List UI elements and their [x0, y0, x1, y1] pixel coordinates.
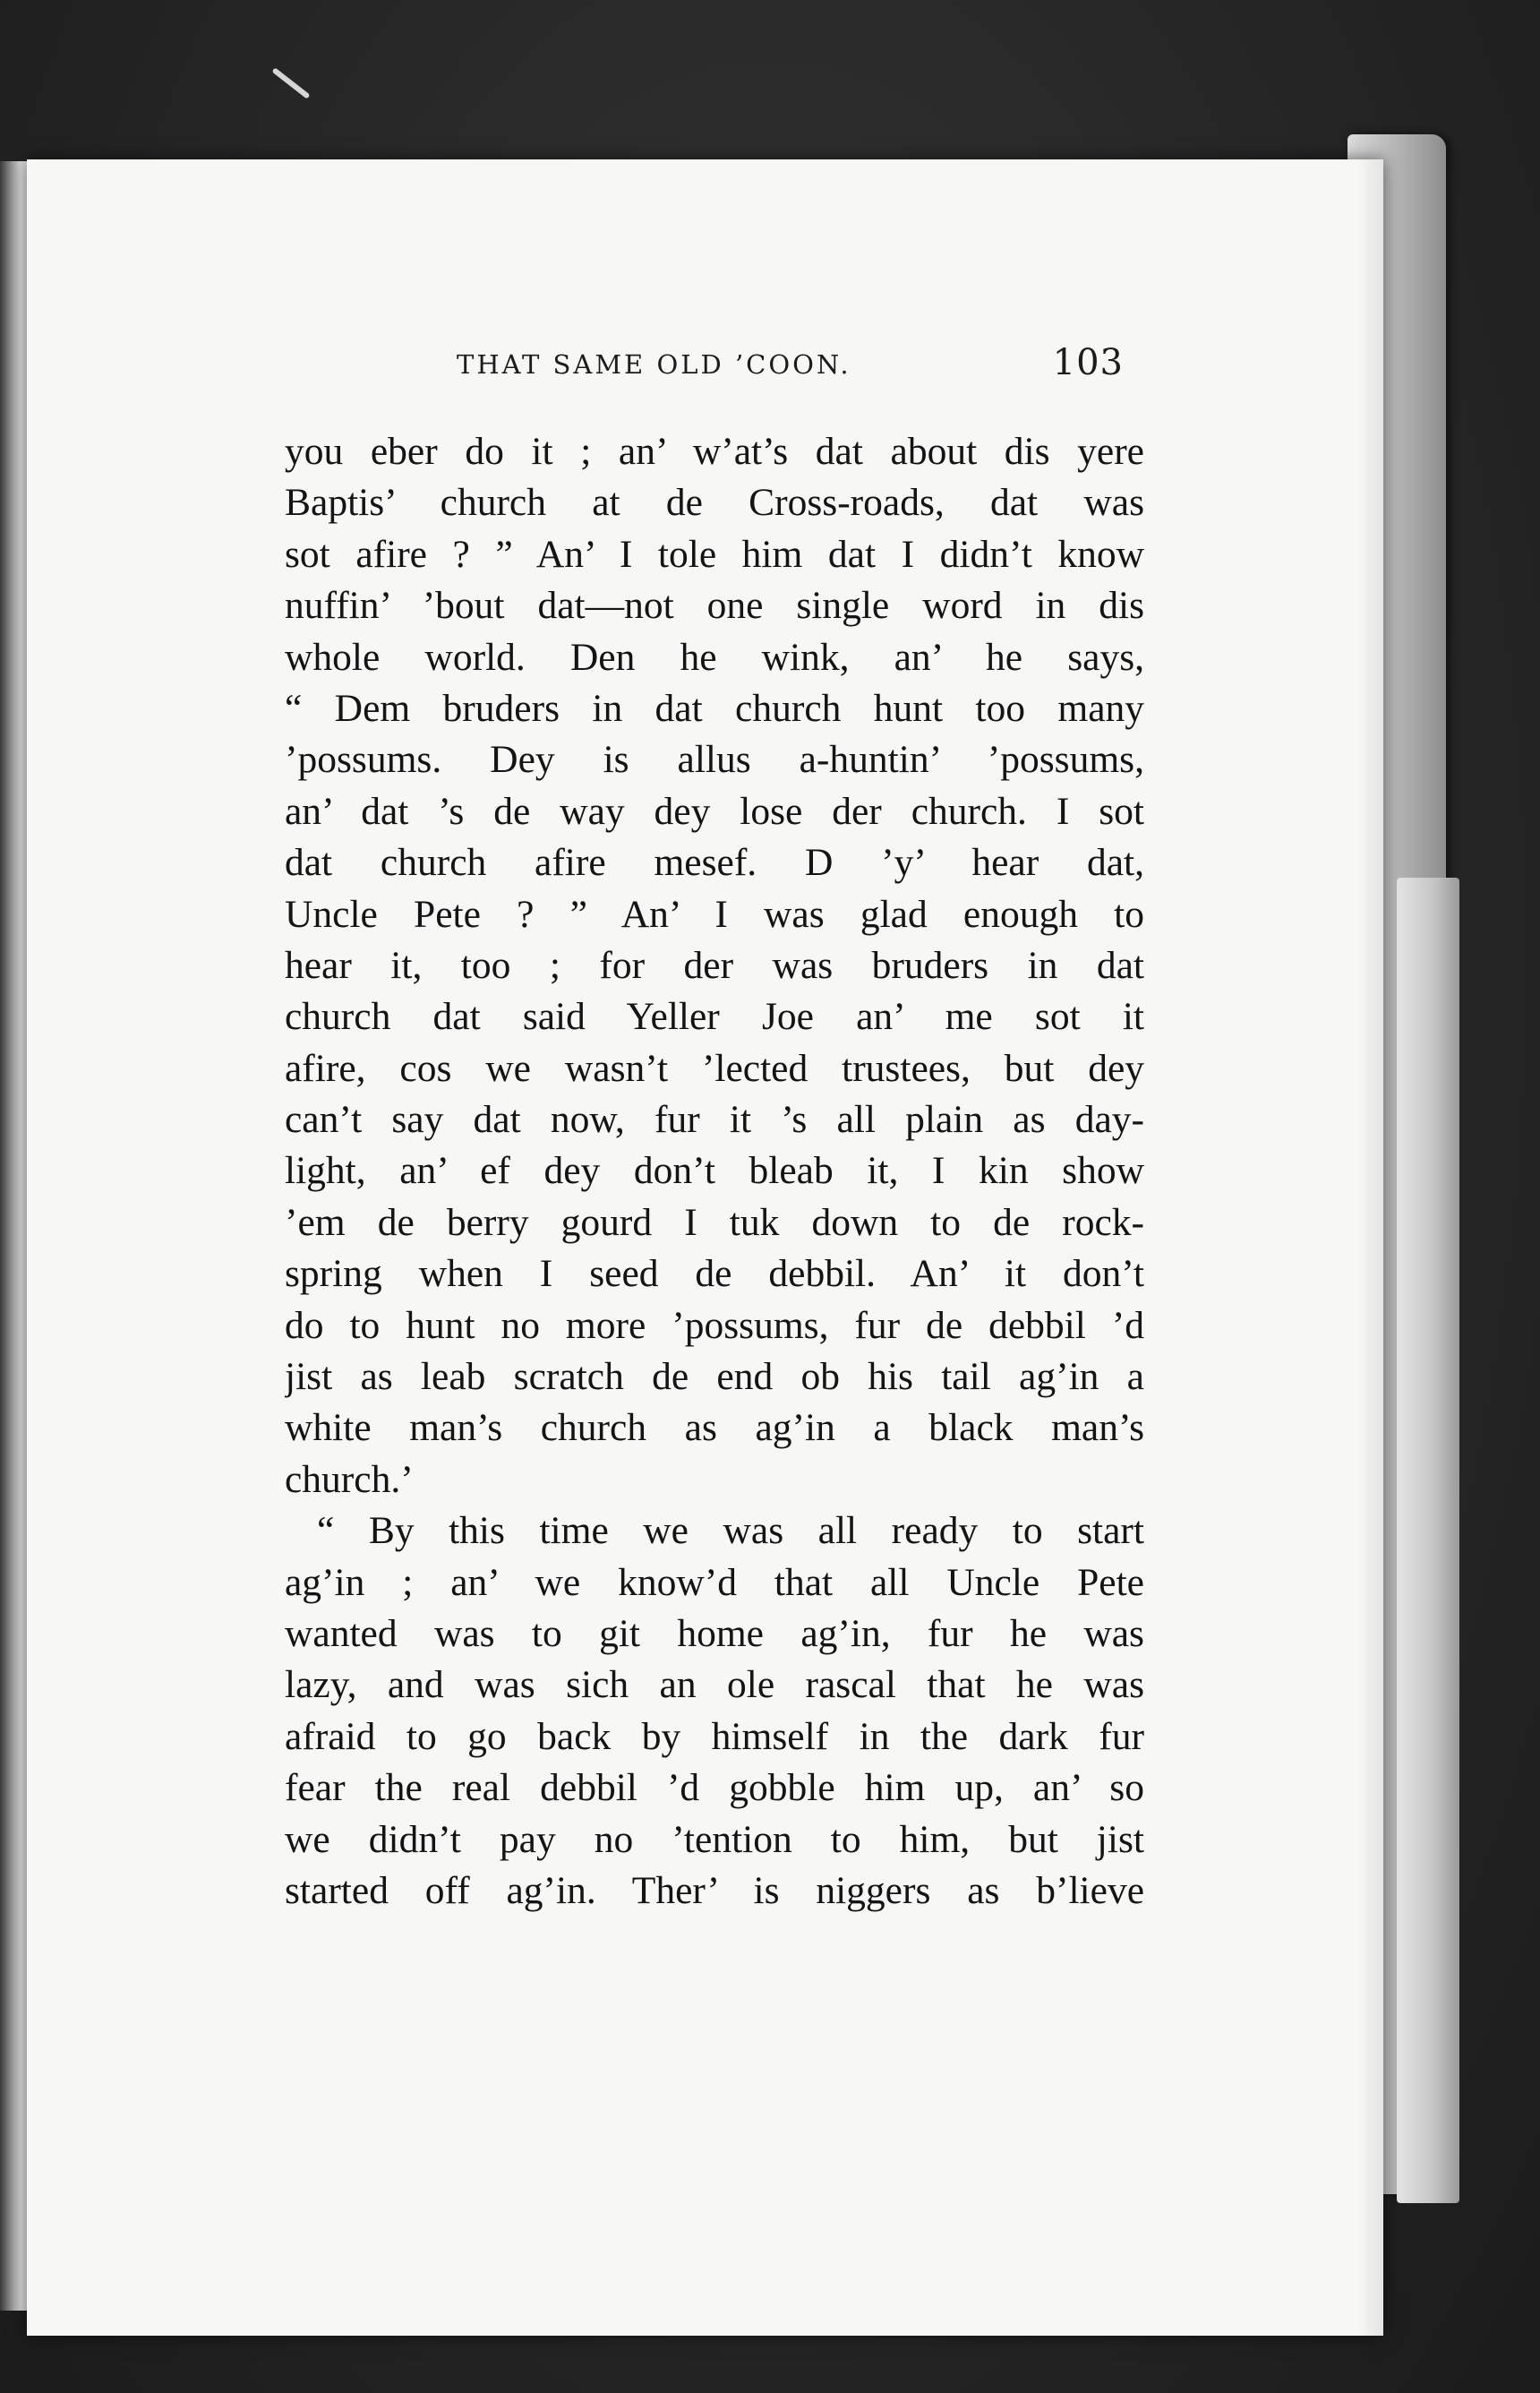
page-edge-shadow: [1356, 159, 1383, 2336]
text-line: Uncle Pete ? ” An’ I was glad enough to: [285, 892, 1144, 936]
text-line: fear the real debbil ’d gobble him up, an’ so: [285, 1766, 1144, 1810]
text-line: afraid to go back by himself in the dark fur: [285, 1714, 1144, 1758]
text-line: Baptis’ church at de Cross-roads, dat was: [285, 481, 1144, 525]
text-line: jist as leab scratch de end ob his tail ag’in a: [285, 1355, 1144, 1399]
book-page-stack-lower: [1397, 878, 1459, 2203]
running-title: THAT SAME OLD ’COON.: [457, 349, 851, 380]
text-line: nuffin’ ’bout dat—not one single word in dis: [285, 584, 1144, 628]
text-line: do to hunt no more ’possums, fur de debbil ’d: [285, 1303, 1144, 1347]
text-line: spring when I seed de debbil. An’ it don’t: [285, 1252, 1144, 1296]
text-line: light, an’ ef dey don’t bleab it, I kin show: [285, 1149, 1144, 1193]
text-line: white man’s church as ag’in a black man’s: [285, 1406, 1144, 1450]
text-line: church dat said Yeller Joe an’ me sot it: [285, 995, 1144, 1039]
text-line: “ Dem bruders in dat church hunt too many: [285, 686, 1144, 730]
text-line: ’possums. Dey is allus a-huntin’ ’possums,: [285, 738, 1144, 782]
text-line: lazy, and was sich an ole rascal that he was: [285, 1663, 1144, 1707]
page-number: 103: [1052, 342, 1124, 383]
binding-mark: [271, 67, 310, 99]
text-line: dat church afire mesef. D ’y’ hear dat,: [285, 841, 1144, 885]
text-line: started off ag’in. Ther’ is niggers as b’lieve: [285, 1868, 1144, 1912]
text-line: can’t say dat now, fur it ’s all plain as day-: [285, 1098, 1144, 1142]
text-line: hear it, too ; for der was bruders in dat: [285, 943, 1144, 987]
text-line: wanted was to git home ag’in, fur he was: [285, 1611, 1144, 1655]
text-line: ag’in ; an’ we know’d that all Uncle Pete: [285, 1560, 1144, 1604]
text-line: ’em de berry gourd I tuk down to de rock-: [285, 1200, 1144, 1244]
text-line: an’ dat ’s de way dey lose der church. I sot: [285, 789, 1144, 833]
text-line: whole world. Den he wink, an’ he says,: [285, 635, 1144, 679]
body-text: [285, 426, 1144, 1917]
paragraph-end-line: church.’: [285, 1457, 414, 1501]
text-line: we didn’t pay no ’tention to him, but jist: [285, 1817, 1144, 1861]
text-line: afire, cos we wasn’t ’lected trustees, but dey: [285, 1046, 1144, 1090]
text-line: you eber do it ; an’ w’at’s dat about dis yere: [285, 430, 1144, 473]
paragraph-start-line: “ By this time we was all ready to start: [317, 1509, 1144, 1553]
text-line: sot afire ? ” An’ I tole him dat I didn’t know: [285, 532, 1144, 576]
running-head: [457, 342, 1133, 387]
